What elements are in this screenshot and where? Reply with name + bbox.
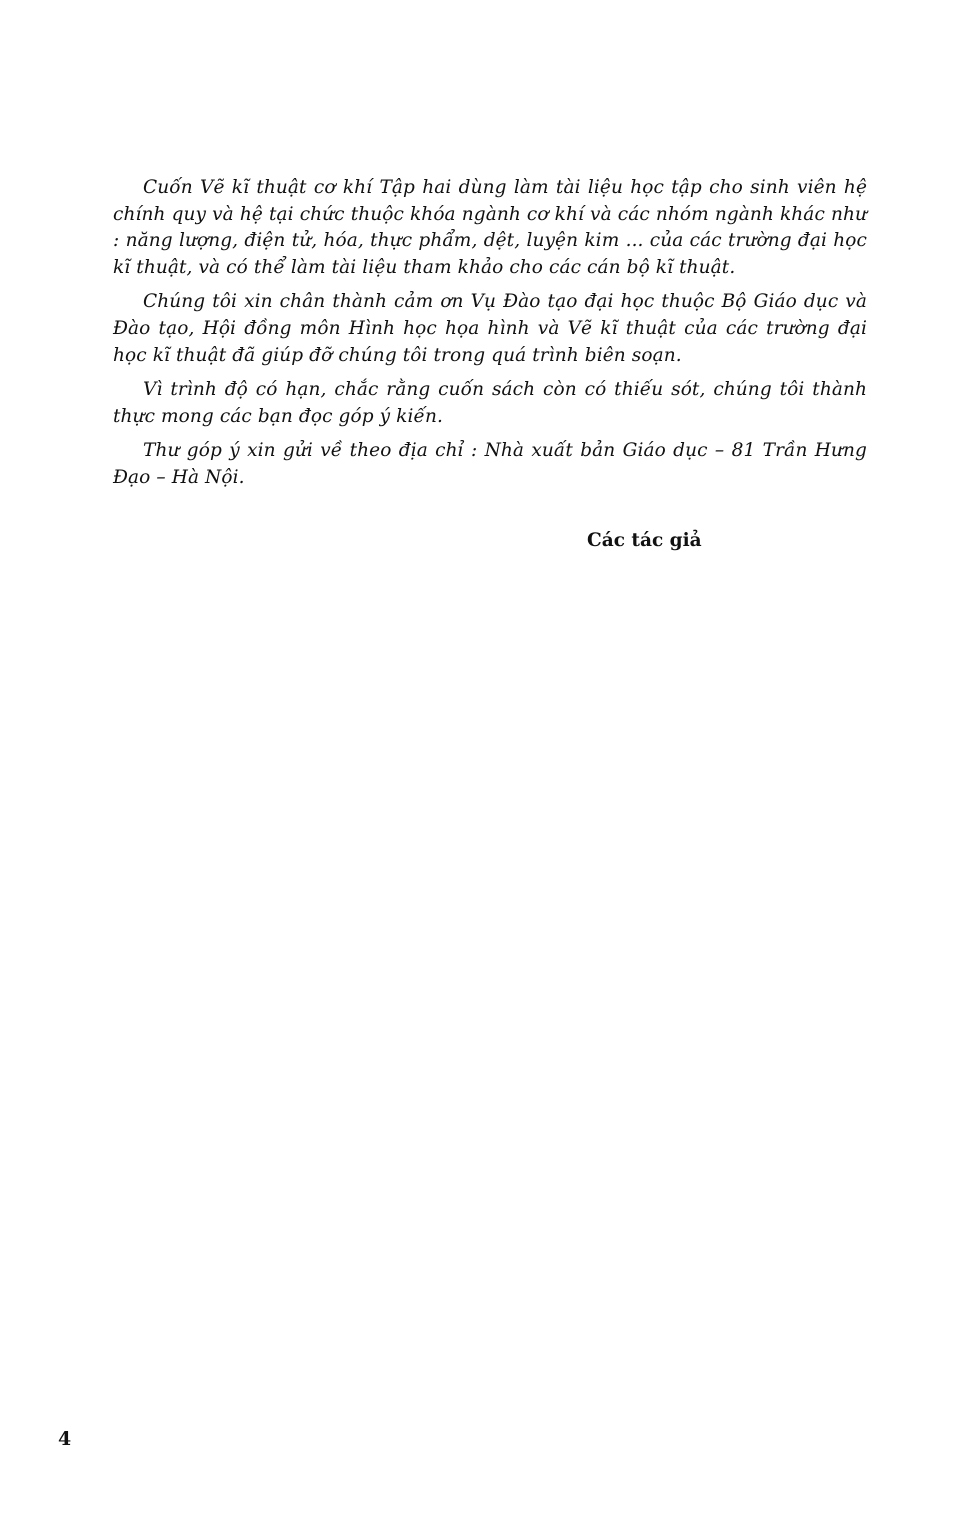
preface-paragraph-address: Thư góp ý xin gửi về theo địa chỉ : Nhà xuất bản Giáo dục – 81 Trần Hưng Đạo – Hà Nội. bbox=[113, 440, 867, 488]
preface-body bbox=[113, 175, 867, 500]
page-number: 4 bbox=[58, 1428, 72, 1450]
preface-paragraph-purpose: Cuốn Vẽ kĩ thuật cơ khí Tập hai dùng làm tài liệu học tập cho sinh viên hệ chính quy và hệ tại chức thuộc khóa ngành cơ khí và các nhóm ngành khác như : năng lượng, điện tử, hóa, thực phẩm, dệt, luyện kim ... của các trường đại học kĩ thuật, và có thể làm tài liệu tham khảo cho các cán bộ kĩ thuật. bbox=[113, 177, 867, 278]
preface-paragraph-feedback: Vì trình độ có hạn, chắc rằng cuốn sách còn có thiếu sót, chúng tôi thành thực mong các bạn đọc góp ý kiến. bbox=[113, 379, 867, 427]
preface-paragraph-thanks: Chúng tôi xin chân thành cảm ơn Vụ Đào tạo đại học thuộc Bộ Giáo dục và Đào tạo, Hội đồng môn Hình học họa hình và Vẽ kĩ thuật của các trường đại học kĩ thuật đã giúp đỡ chúng tôi trong quá trình biên soạn. bbox=[113, 291, 867, 366]
authors-signature: Các tác giả bbox=[587, 530, 702, 551]
